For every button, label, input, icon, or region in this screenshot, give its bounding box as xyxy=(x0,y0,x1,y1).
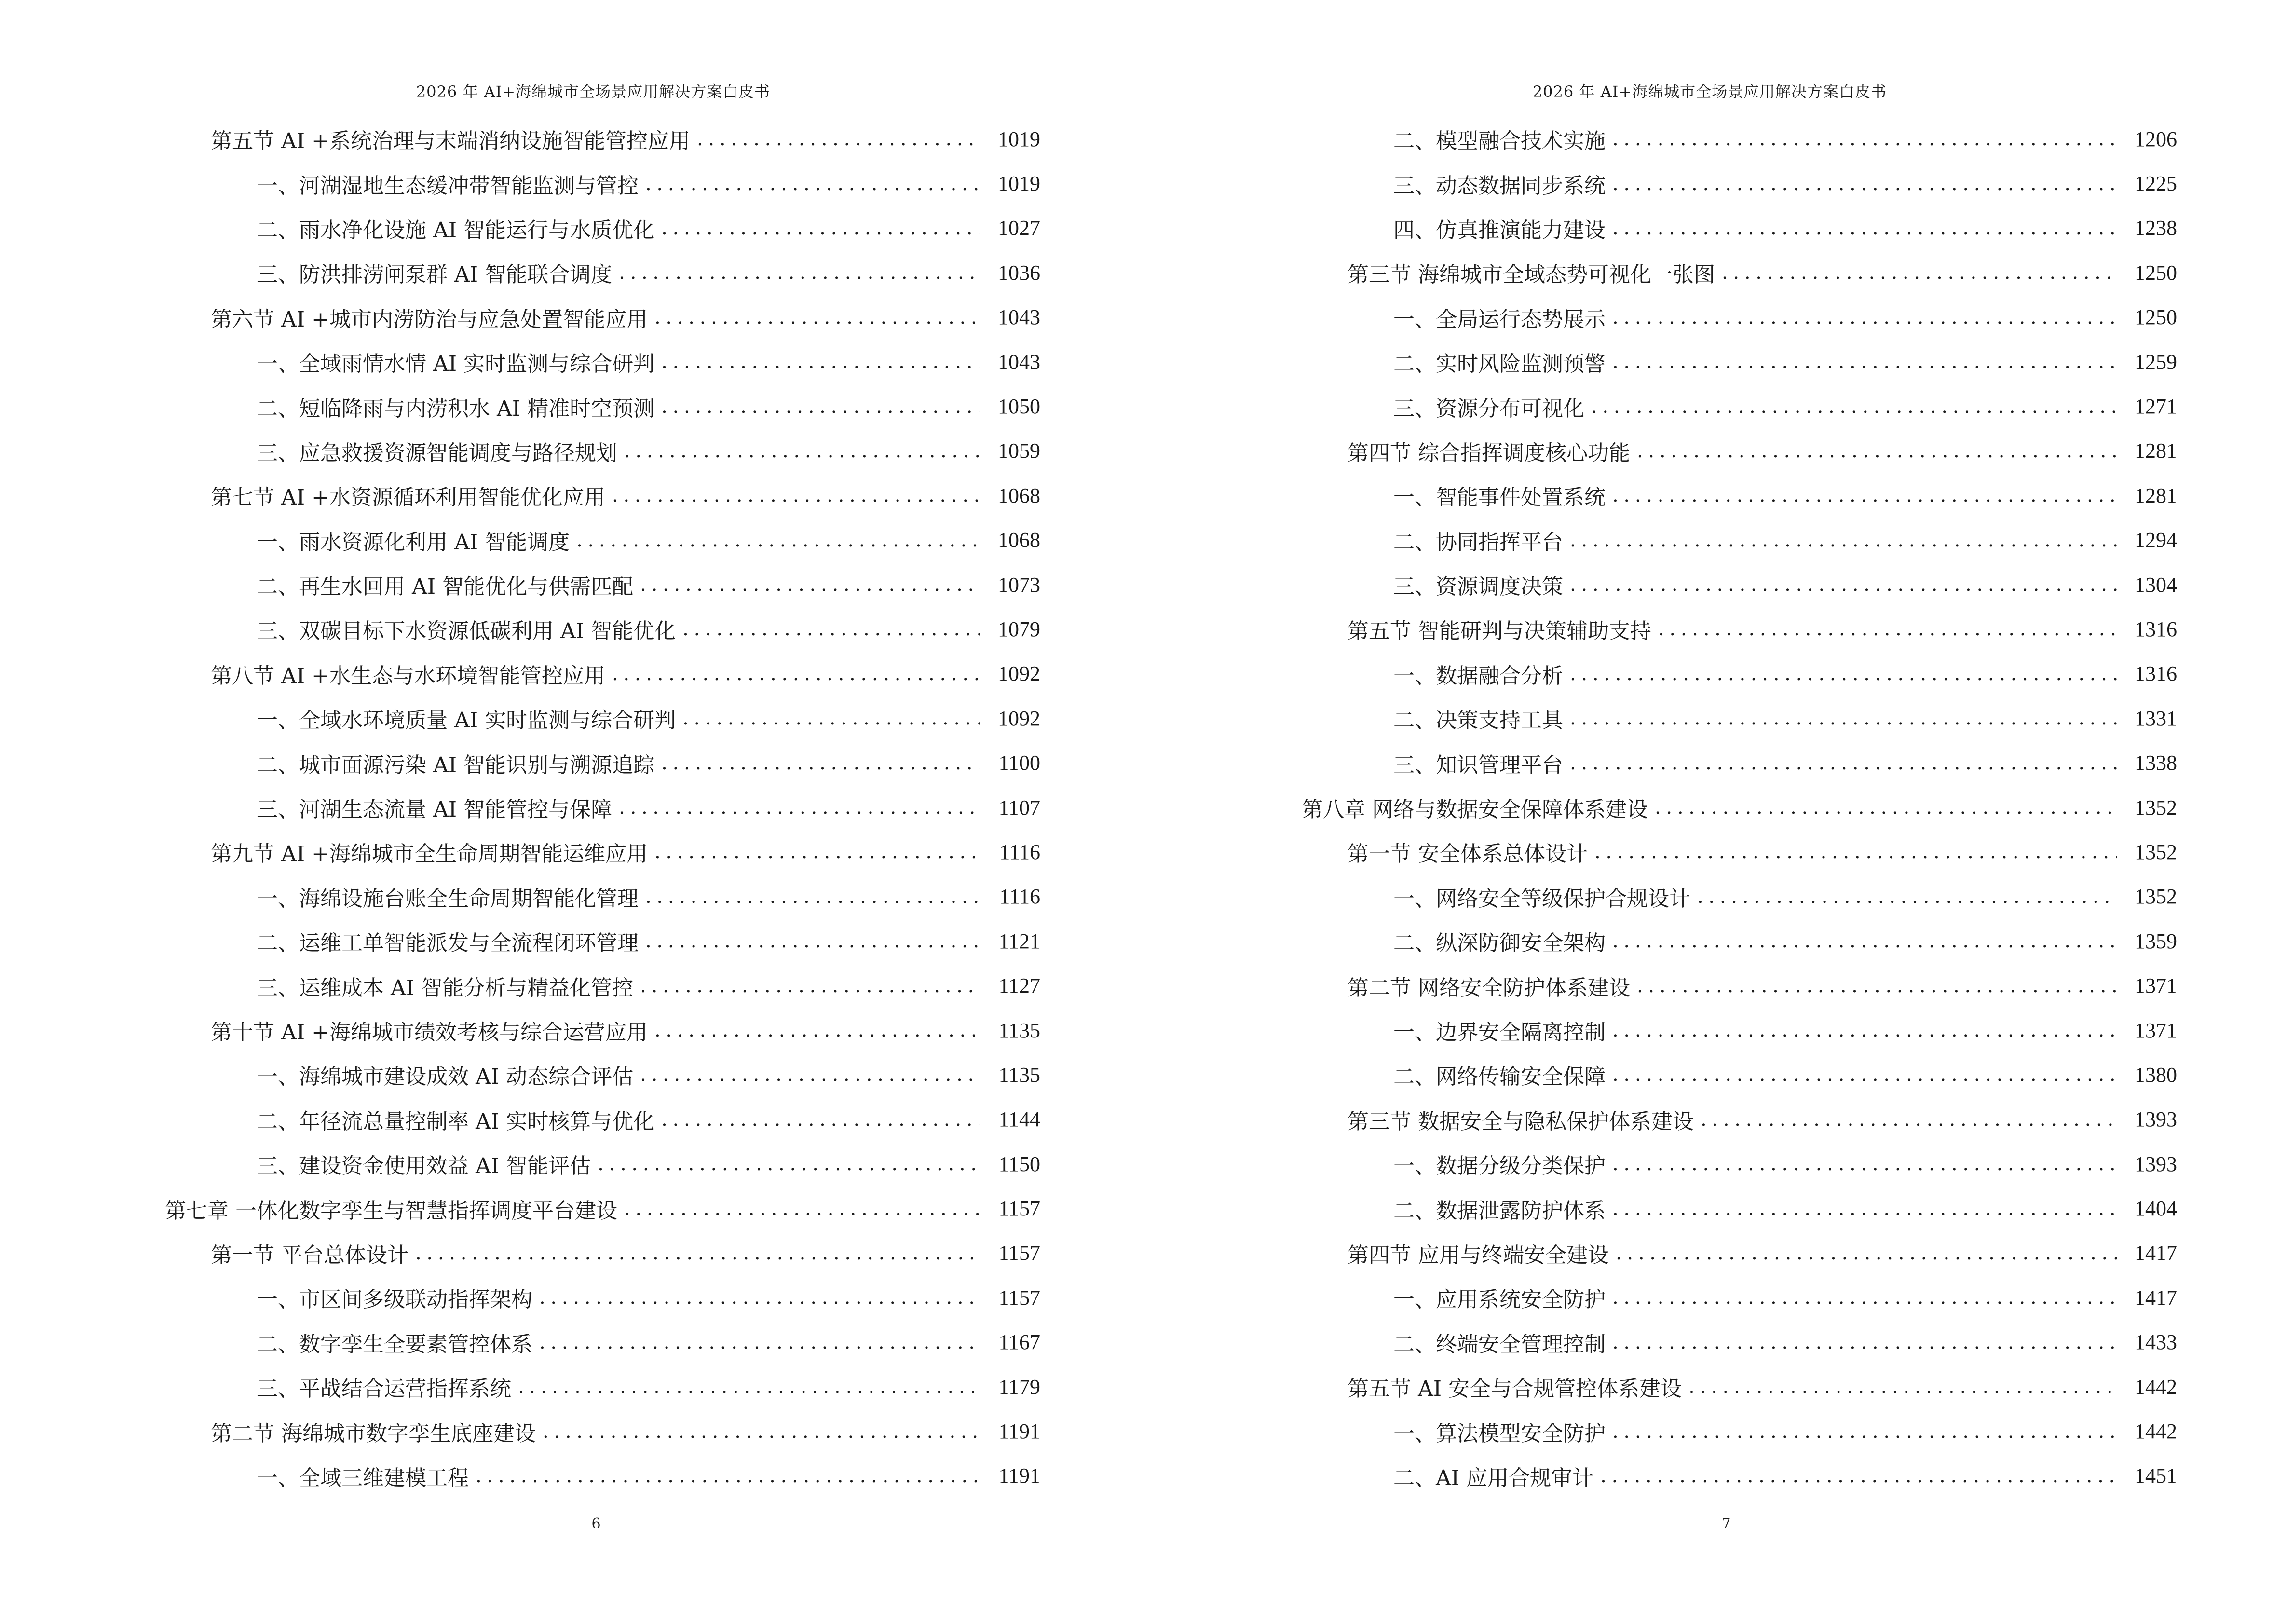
toc-entry-page: 1191 xyxy=(998,1419,1040,1444)
page-number: 7 xyxy=(1721,1515,1731,1532)
toc-entry-item[interactable] xyxy=(165,963,1040,1008)
toc-entry-page: 1092 xyxy=(998,662,1040,686)
toc-entry-item[interactable] xyxy=(1302,696,2177,740)
dot-leader xyxy=(1658,619,2117,639)
dot-leader xyxy=(1612,931,2117,951)
toc-entry-item[interactable] xyxy=(165,740,1040,785)
toc-entry-page: 1144 xyxy=(998,1107,1040,1132)
toc-entry-label: 二、年径流总量控制率 AI 实时核算与优化 xyxy=(257,1109,655,1134)
dot-leader xyxy=(1637,441,2117,461)
toc-entry-label: 二、运维工单智能派发与全流程闭环管理 xyxy=(257,931,639,956)
toc-entry-label: 第五节 AI +系统治理与末端消纳设施智能管控应用 xyxy=(211,129,690,154)
toc-entry-label: 第十节 AI +海绵城市绩效考核与综合运营应用 xyxy=(211,1020,648,1045)
dot-leader xyxy=(1612,1422,2117,1441)
toc-entry-page: 1019 xyxy=(998,172,1040,196)
toc-entry-section[interactable] xyxy=(165,295,1040,340)
toc-entry-page: 1271 xyxy=(2135,395,2177,419)
toc-entry-section[interactable] xyxy=(165,830,1040,874)
toc-entry-label: 三、资源分布可视化 xyxy=(1393,396,1584,421)
dot-leader xyxy=(1612,218,2117,238)
toc-entry-item[interactable] xyxy=(165,1365,1040,1409)
toc-entry-item[interactable] xyxy=(165,919,1040,963)
dot-leader xyxy=(1688,1377,2117,1396)
dot-leader xyxy=(1612,174,2117,193)
toc-entry-page: 1073 xyxy=(998,573,1040,597)
toc-entry-label: 三、防洪排涝闸泵群 AI 智能联合调度 xyxy=(257,262,613,287)
dot-leader xyxy=(1616,1243,2117,1263)
dot-leader xyxy=(415,1243,980,1263)
toc-entry-page: 1259 xyxy=(2135,350,2177,374)
toc-entry-label: 第九节 AI +海绵城市全生命周期智能运维应用 xyxy=(211,842,648,867)
toc-entry-label: 四、仿真推演能力建设 xyxy=(1393,218,1606,243)
toc-entry-item[interactable] xyxy=(1302,1008,2177,1052)
dot-leader xyxy=(1612,1021,2117,1040)
toc-entry-page: 1068 xyxy=(998,483,1040,507)
toc-entry-section[interactable] xyxy=(1302,1231,2177,1275)
toc-entry-label: 一、应用系统安全防护 xyxy=(1393,1287,1606,1312)
toc-entry-page: 1059 xyxy=(998,439,1040,463)
dot-leader xyxy=(1594,842,2117,861)
toc-entry-label: 第七章 一体化数字孪生与智慧指挥调度平台建设 xyxy=(165,1198,617,1223)
toc-entry-item[interactable] xyxy=(165,518,1040,562)
toc-entry-page: 1135 xyxy=(998,1063,1040,1087)
dot-leader xyxy=(1570,575,2117,594)
toc-entry-label: 第七节 AI +水资源循环利用智能优化应用 xyxy=(211,485,605,510)
dot-leader xyxy=(661,753,980,773)
running-header: 2026 年 AI+海绵城市全场景应用解决方案白皮书 xyxy=(416,82,771,101)
toc-entry-label: 一、河湖湿地生态缓冲带智能监测与管控 xyxy=(257,173,639,198)
toc-entry-page: 1043 xyxy=(998,305,1040,329)
toc-entry-page: 1027 xyxy=(998,216,1040,240)
toc-entry-page: 1068 xyxy=(998,528,1040,552)
dot-leader xyxy=(1570,709,2117,728)
toc-entry-page: 1167 xyxy=(998,1330,1040,1354)
toc-entry-label: 一、市区间多级联动指挥架构 xyxy=(257,1287,532,1312)
dot-leader xyxy=(543,1422,980,1441)
dot-leader xyxy=(1600,1466,2117,1486)
toc-entry-page: 1404 xyxy=(2135,1197,2177,1221)
toc-entry-section[interactable] xyxy=(165,652,1040,696)
toc-entry-label: 一、数据融合分析 xyxy=(1393,663,1563,688)
dot-leader xyxy=(624,441,980,461)
toc-entry-label: 二、数据泄露防护体系 xyxy=(1393,1198,1606,1223)
toc-entry-page: 1316 xyxy=(2135,617,2177,641)
toc-entry-item[interactable] xyxy=(1302,874,2177,919)
toc-entry-item[interactable] xyxy=(1302,384,2177,428)
toc-entry-section[interactable] xyxy=(1302,1097,2177,1142)
toc-entry-label: 三、平战结合运营指挥系统 xyxy=(257,1377,511,1402)
toc-entry-page: 1157 xyxy=(998,1285,1040,1310)
toc-entry-page: 1338 xyxy=(2135,751,2177,775)
dot-leader xyxy=(476,1466,980,1486)
toc-entry-page: 1050 xyxy=(998,395,1040,419)
toc-entry-item[interactable] xyxy=(1302,518,2177,562)
toc-entry-section[interactable] xyxy=(165,1008,1040,1052)
dot-leader xyxy=(640,1065,980,1084)
toc-entry-section[interactable] xyxy=(165,1231,1040,1275)
toc-entry-label: 第八章 网络与数据安全保障体系建设 xyxy=(1302,797,1648,822)
toc-entry-label: 一、海绵设施台账全生命周期智能化管理 xyxy=(257,886,639,911)
toc-entry-item[interactable] xyxy=(165,340,1040,384)
toc-entry-label: 第六节 AI +城市内涝防治与应急处置智能应用 xyxy=(211,307,648,332)
toc-entry-label: 第一节 安全体系总体设计 xyxy=(1348,842,1588,867)
toc-entry-page: 1417 xyxy=(2135,1285,2177,1310)
dot-leader xyxy=(682,619,980,639)
toc-entry-label: 第二节 海绵城市数字孪生底座建设 xyxy=(211,1421,536,1446)
toc-entry-item[interactable] xyxy=(1302,562,2177,607)
dot-leader xyxy=(1591,397,2117,416)
toc-entry-item[interactable] xyxy=(1302,919,2177,963)
toc-entry-page: 1107 xyxy=(998,795,1040,819)
toc-entry-page: 1250 xyxy=(2135,305,2177,329)
toc-entry-item[interactable] xyxy=(1302,1052,2177,1097)
toc-entry-item[interactable] xyxy=(1302,473,2177,518)
toc-entry-item[interactable] xyxy=(165,384,1040,428)
toc-entry-page: 1116 xyxy=(999,840,1040,864)
dot-leader xyxy=(612,664,980,683)
toc-entry-item[interactable] xyxy=(165,1052,1040,1097)
toc-entry-item[interactable] xyxy=(1302,295,2177,340)
toc-entry-item[interactable] xyxy=(1302,740,2177,785)
toc-entry-page: 1393 xyxy=(2135,1107,2177,1132)
toc-entry-label: 二、协同指挥平台 xyxy=(1393,530,1563,555)
toc-entry-item[interactable] xyxy=(165,1454,1040,1498)
toc-entry-label: 二、网络传输安全保障 xyxy=(1393,1064,1606,1090)
toc-entry-item[interactable] xyxy=(165,429,1040,473)
table-of-contents xyxy=(165,117,1040,1498)
toc-entry-label: 一、雨水资源化利用 AI 智能调度 xyxy=(257,530,570,555)
toc-entry-label: 第三节 数据安全与隐私保护体系建设 xyxy=(1348,1109,1694,1134)
toc-entry-page: 1079 xyxy=(998,617,1040,641)
toc-entry-section[interactable] xyxy=(1302,830,2177,874)
dot-leader xyxy=(1612,1154,2117,1174)
toc-entry-label: 三、河湖生态流量 AI 智能管控与保障 xyxy=(257,797,613,822)
toc-entry-page: 1359 xyxy=(2135,929,2177,953)
dot-leader xyxy=(645,887,980,906)
toc-entry-label: 第三节 海绵城市全域态势可视化一张图 xyxy=(1348,262,1715,287)
toc-entry-item[interactable] xyxy=(1302,1409,2177,1453)
toc-entry-label: 一、海绵城市建设成效 AI 动态综合评估 xyxy=(257,1064,634,1090)
toc-entry-item[interactable] xyxy=(165,206,1040,250)
dot-leader xyxy=(1612,308,2117,327)
toc-entry-page: 1150 xyxy=(998,1152,1040,1176)
dot-leader xyxy=(1637,976,2117,996)
toc-entry-page: 1157 xyxy=(998,1241,1040,1265)
page-number: 6 xyxy=(591,1515,601,1532)
toc-entry-label: 二、AI 应用合规审计 xyxy=(1393,1465,1594,1490)
toc-entry-item[interactable] xyxy=(165,250,1040,295)
toc-entry-item[interactable] xyxy=(165,696,1040,740)
toc-entry-label: 第四节 综合指挥调度核心功能 xyxy=(1348,440,1630,465)
toc-entry-page: 1451 xyxy=(2135,1464,2177,1488)
dot-leader xyxy=(645,931,980,951)
toc-entry-label: 一、全局运行态势展示 xyxy=(1393,307,1606,332)
toc-entry-label: 第五节 AI 安全与合规管控体系建设 xyxy=(1348,1377,1682,1402)
toc-entry-label: 三、运维成本 AI 智能分析与精益化管控 xyxy=(257,975,634,1000)
dot-leader xyxy=(645,174,980,193)
toc-entry-page: 1206 xyxy=(2135,127,2177,151)
dot-leader xyxy=(1612,1333,2117,1352)
toc-entry-page: 1281 xyxy=(2135,483,2177,507)
toc-entry-page: 1304 xyxy=(2135,573,2177,597)
toc-entry-section[interactable] xyxy=(1302,963,2177,1008)
toc-entry-page: 1225 xyxy=(2135,172,2177,196)
toc-entry-label: 三、应急救援资源智能调度与路径规划 xyxy=(257,440,617,465)
toc-entry-label: 二、纵深防御安全架构 xyxy=(1393,931,1606,956)
toc-entry-page: 1121 xyxy=(998,929,1040,953)
dot-leader xyxy=(1612,129,2117,149)
dot-leader xyxy=(654,1021,980,1040)
table-of-contents xyxy=(1302,117,2177,1498)
toc-entry-section[interactable] xyxy=(1302,250,2177,295)
dot-leader xyxy=(612,486,980,505)
dot-leader xyxy=(518,1377,980,1396)
toc-entry-item[interactable] xyxy=(165,607,1040,651)
toc-entry-item[interactable] xyxy=(165,1275,1040,1320)
dot-leader xyxy=(640,976,980,996)
toc-entry-label: 第四节 应用与终端安全建设 xyxy=(1348,1242,1609,1268)
dot-leader xyxy=(1697,887,2117,906)
toc-entry-item[interactable] xyxy=(1302,1275,2177,1320)
toc-entry-label: 一、网络安全等级保护合规设计 xyxy=(1393,886,1690,911)
toc-entry-page: 1442 xyxy=(2135,1419,2177,1444)
dot-leader xyxy=(1612,1288,2117,1307)
toc-entry-page: 1179 xyxy=(998,1375,1040,1399)
toc-entry-item[interactable] xyxy=(1302,1142,2177,1186)
toc-entry-page: 1352 xyxy=(2135,885,2177,909)
toc-entry-label: 一、全域水环境质量 AI 实时监测与综合研判 xyxy=(257,708,676,733)
toc-entry-section[interactable] xyxy=(1302,607,2177,651)
toc-entry-page: 1417 xyxy=(2135,1241,2177,1265)
toc-entry-section[interactable] xyxy=(1302,429,2177,473)
dot-leader xyxy=(539,1333,980,1352)
toc-entry-page: 1157 xyxy=(998,1197,1040,1221)
toc-entry-chapter[interactable] xyxy=(165,1186,1040,1230)
dot-leader xyxy=(1570,753,2117,773)
toc-entry-label: 一、数据分级分类保护 xyxy=(1393,1154,1606,1179)
toc-entry-label: 二、城市面源污染 AI 智能识别与溯源追踪 xyxy=(257,752,655,778)
toc-entry-label: 第二节 网络安全防护体系建设 xyxy=(1348,975,1630,1000)
dot-leader xyxy=(654,308,980,327)
toc-entry-page: 1191 xyxy=(998,1464,1040,1488)
toc-entry-section[interactable] xyxy=(1302,1365,2177,1409)
toc-entry-page: 1250 xyxy=(2135,260,2177,285)
toc-entry-label: 二、数字孪生全要素管控体系 xyxy=(257,1332,532,1357)
toc-entry-label: 二、实时风险监测预警 xyxy=(1393,352,1606,377)
toc-entry-page: 1442 xyxy=(2135,1375,2177,1399)
toc-entry-item[interactable] xyxy=(165,161,1040,205)
dot-leader xyxy=(1655,798,2117,817)
dot-leader xyxy=(640,575,980,594)
toc-entry-page: 1433 xyxy=(2135,1330,2177,1354)
toc-entry-page: 1316 xyxy=(2135,662,2177,686)
dot-leader xyxy=(1612,1065,2117,1084)
toc-entry-page: 1371 xyxy=(2135,1018,2177,1042)
toc-entry-item[interactable] xyxy=(165,1142,1040,1186)
toc-entry-page: 1393 xyxy=(2135,1152,2177,1176)
toc-entry-item[interactable] xyxy=(165,785,1040,830)
dot-leader xyxy=(624,1199,980,1218)
dot-leader xyxy=(661,218,980,238)
toc-entry-page: 1019 xyxy=(998,127,1040,151)
dot-leader xyxy=(1570,531,2117,550)
dot-leader xyxy=(1612,1199,2117,1218)
toc-entry-item[interactable] xyxy=(1302,117,2177,161)
toc-entry-label: 第一节 平台总体设计 xyxy=(211,1242,408,1268)
toc-entry-label: 三、知识管理平台 xyxy=(1393,752,1563,778)
dot-leader xyxy=(1612,352,2117,371)
toc-entry-label: 二、再生水回用 AI 智能优化与供需匹配 xyxy=(257,574,634,600)
toc-entry-section[interactable] xyxy=(165,117,1040,161)
toc-entry-page: 1100 xyxy=(998,751,1040,775)
toc-entry-label: 三、资源调度决策 xyxy=(1393,574,1563,600)
dot-leader xyxy=(539,1288,980,1307)
toc-entry-label: 第八节 AI +水生态与水环境智能管控应用 xyxy=(211,663,605,688)
toc-entry-item[interactable] xyxy=(1302,1454,2177,1498)
toc-entry-section[interactable] xyxy=(165,1409,1040,1453)
dot-leader xyxy=(654,842,980,861)
toc-entry-page: 1043 xyxy=(998,350,1040,374)
dot-leader xyxy=(1570,664,2117,683)
toc-entry-label: 二、决策支持工具 xyxy=(1393,708,1563,733)
dot-leader xyxy=(576,531,980,550)
toc-entry-item[interactable] xyxy=(1302,1320,2177,1365)
dot-leader xyxy=(619,263,980,282)
toc-entry-item[interactable] xyxy=(1302,1186,2177,1230)
toc-entry-page: 1116 xyxy=(999,885,1040,909)
toc-entry-item[interactable] xyxy=(165,874,1040,919)
toc-entry-page: 1380 xyxy=(2135,1063,2177,1087)
dot-leader xyxy=(697,129,980,149)
dot-leader xyxy=(661,397,980,416)
toc-entry-page: 1371 xyxy=(2135,974,2177,998)
toc-entry-page: 1352 xyxy=(2135,840,2177,864)
toc-entry-section[interactable] xyxy=(165,473,1040,518)
toc-entry-page: 1294 xyxy=(2135,528,2177,552)
toc-entry-label: 二、终端安全管理控制 xyxy=(1393,1332,1606,1357)
dot-leader xyxy=(1701,1110,2117,1129)
toc-entry-label: 一、全域雨情水情 AI 实时监测与综合研判 xyxy=(257,352,655,377)
toc-entry-page: 1036 xyxy=(998,260,1040,285)
toc-entry-label: 三、建设资金使用效益 AI 智能评估 xyxy=(257,1154,591,1179)
toc-entry-page: 1127 xyxy=(998,974,1040,998)
toc-entry-label: 二、短临降雨与内涝积水 AI 精准时空预测 xyxy=(257,396,655,421)
toc-entry-page: 1092 xyxy=(998,706,1040,730)
toc-entry-page: 1281 xyxy=(2135,439,2177,463)
toc-entry-item[interactable] xyxy=(165,562,1040,607)
toc-entry-label: 三、动态数据同步系统 xyxy=(1393,173,1606,198)
dot-leader xyxy=(1612,486,2117,505)
running-header: 2026 年 AI+海绵城市全场景应用解决方案白皮书 xyxy=(1532,82,1887,101)
toc-entry-page: 1238 xyxy=(2135,216,2177,240)
toc-entry-label: 一、边界安全隔离控制 xyxy=(1393,1020,1606,1045)
dot-leader xyxy=(661,352,980,371)
toc-entry-item[interactable] xyxy=(165,1097,1040,1142)
dot-leader xyxy=(682,709,980,728)
toc-entry-item[interactable] xyxy=(1302,161,2177,205)
dot-leader xyxy=(619,798,980,817)
toc-entry-item[interactable] xyxy=(1302,340,2177,384)
toc-entry-chapter[interactable] xyxy=(1302,785,2177,830)
toc-entry-page: 1135 xyxy=(998,1018,1040,1042)
dot-leader xyxy=(598,1154,980,1174)
toc-entry-label: 一、智能事件处置系统 xyxy=(1393,485,1606,510)
toc-entry-label: 二、模型融合技术实施 xyxy=(1393,129,1606,154)
toc-entry-item[interactable] xyxy=(1302,652,2177,696)
toc-entry-label: 一、全域三维建模工程 xyxy=(257,1465,469,1490)
right-page xyxy=(1144,0,2287,1624)
toc-entry-page: 1352 xyxy=(2135,795,2177,819)
toc-entry-label: 三、双碳目标下水资源低碳利用 AI 智能优化 xyxy=(257,619,676,644)
toc-entry-item[interactable] xyxy=(165,1320,1040,1365)
dot-leader xyxy=(661,1110,980,1129)
toc-entry-label: 第五节 智能研判与决策辅助支持 xyxy=(1348,619,1651,644)
toc-entry-label: 一、算法模型安全防护 xyxy=(1393,1421,1606,1446)
dot-leader xyxy=(1722,263,2117,282)
toc-entry-page: 1331 xyxy=(2135,706,2177,730)
toc-entry-label: 二、雨水净化设施 AI 智能运行与水质优化 xyxy=(257,218,655,243)
toc-entry-item[interactable] xyxy=(1302,206,2177,250)
